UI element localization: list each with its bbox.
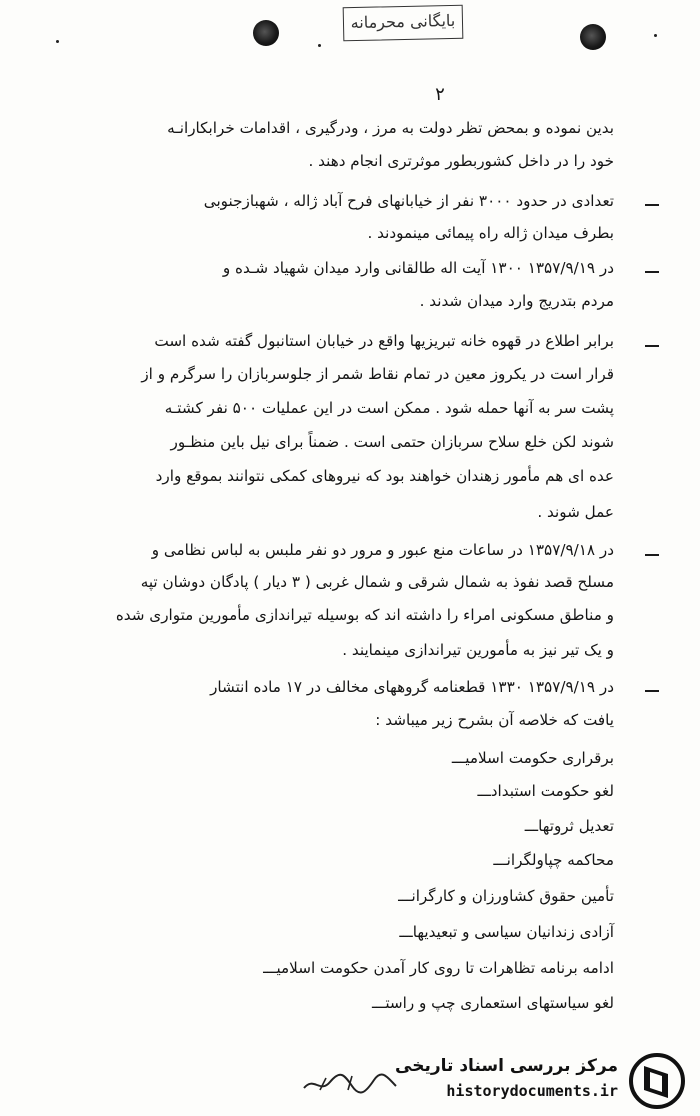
dash-bullet	[645, 271, 659, 273]
text-line: در ۱۳۵۷/۹/۱۹ ۱۳۳۰ قطعنامه گروههای مخالف در ۱۷ ماده انتشار	[210, 678, 614, 696]
text-line: مردم بتدریج وارد میدان شدند .	[419, 292, 614, 310]
text-line: عمل شوند .	[537, 503, 614, 521]
dash-bullet	[645, 345, 659, 347]
resolution-item: تأمین حقوق کشاورزان و کارگرانـــ	[398, 887, 614, 905]
punch-hole-icon	[253, 20, 279, 46]
resolution-item: لغو سیاستهای استعماری چپ و راستـــ	[371, 994, 614, 1012]
resolution-item: برقراری حکومت اسلامیـــ	[451, 749, 614, 767]
text-line: یافت که خلاصه آن بشرح زیر میباشد :	[375, 711, 614, 729]
resolution-item: آزادی زندانیان سیاسی و تبعیدیهاـــ	[399, 923, 614, 941]
text-line: شوند لکن خلع سلاح سربازان حتمی است . ضمناً برای نیل باین منظـور	[170, 433, 614, 451]
resolution-item: تعدیل ثروتهاـــ	[524, 817, 614, 835]
ink-speck	[56, 40, 59, 43]
stamp-text: بایگانی محرمانه	[350, 10, 456, 33]
classification-stamp	[343, 5, 464, 42]
archive-url: historydocuments.ir	[446, 1082, 618, 1100]
dash-bullet	[645, 690, 659, 692]
text-line: بدین نموده و بمحض تظر دولت به مرز ، ودرگیری ، اقدامات خرابکارانـه	[167, 119, 614, 137]
ink-speck	[318, 44, 321, 47]
ink-speck	[654, 34, 657, 37]
text-line: در ۱۳۵۷/۹/۱۸ در ساعات منع عبور و مرور دو نفر ملبس به لباس نظامی و	[151, 541, 614, 559]
archive-name: مرکز بررسی اسناد تاریخی	[395, 1056, 618, 1076]
resolution-item: ادامه برنامه تظاهرات تا روی کار آمدن حکومت اسلامیـــ	[263, 959, 614, 977]
text-line: مسلح قصد نفوذ به شمال شرقی و شمال غربی ( ۳ دیار ) پادگان دوشان تپه	[140, 573, 614, 591]
text-line: قرار است در یکروز معین در تمام نقاط شمر از جلوسربازان را سرگرم و از	[141, 365, 614, 383]
dash-bullet	[645, 554, 659, 556]
resolution-item: لغو حکومت استبدادـــ	[477, 782, 614, 800]
punch-hole-icon	[580, 24, 606, 50]
resolution-item: محاکمه چپاولگرانـــ	[493, 851, 614, 869]
text-line: و یک تیر نیز به مأمورین تیراندازی مینمایند .	[342, 641, 614, 659]
text-line: بطرف میدان ژاله راه پیمائی مینمودند .	[367, 224, 614, 242]
text-line: و مناطق مسکونی امراء را داشته اند که بوسیله تیراندازی مأمورین متواری شده	[115, 606, 614, 624]
dash-bullet	[645, 204, 659, 206]
text-line: عده ای هم مأمور زهندان خواهند بود که نیروهای کمکی نتوانند بموقع وارد	[155, 467, 614, 485]
text-line: در ۱۳۵۷/۹/۱۹ ۱۳۰۰ آیت اله طالقانی وارد میدان شهیاد شـده و	[222, 259, 614, 277]
text-line: برابر اطلاع در قهوه خانه تبریزیها واقع در خیابان استانبول گفته شده است	[154, 332, 614, 350]
text-line: خود را در داخل کشوربطور موثرتری انجام دهند .	[308, 152, 614, 170]
signature-scrawl	[300, 1068, 400, 1098]
archive-logo	[395, 1046, 700, 1116]
page-number: ۲	[435, 84, 445, 105]
text-line: تعدادی در حدود ۳۰۰۰ نفر از خیابانهای فرح آباد ژاله ، شهبازجنوبی	[203, 192, 614, 210]
archive-emblem-icon	[628, 1052, 686, 1110]
text-line: پشت سر به آنها حمله شود . ممکن است در این عملیات ۵۰۰ نفر کشتـه	[164, 399, 614, 417]
